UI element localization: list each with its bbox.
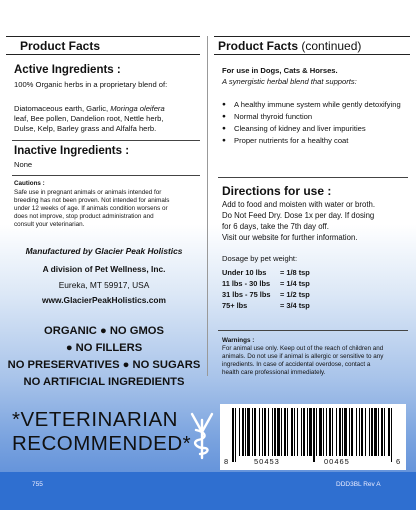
barcode-bar bbox=[287, 408, 288, 456]
barcode-bar bbox=[232, 408, 234, 462]
rule bbox=[12, 175, 200, 176]
barcode-bar bbox=[291, 408, 293, 456]
barcode-bar bbox=[313, 408, 315, 462]
barcode-bar bbox=[391, 408, 392, 462]
barcode-digit: 50453 bbox=[254, 457, 280, 466]
barcode-bar bbox=[245, 408, 246, 456]
barcode-bar bbox=[281, 408, 282, 456]
barcode-bar bbox=[235, 408, 236, 462]
warnings-line: animals. Do not use if animal is allergic or sensitive to any bbox=[222, 353, 384, 360]
barcode-bar bbox=[329, 408, 331, 456]
list-item: ● Proper nutrients for a healthy coat bbox=[222, 136, 407, 146]
barcode-bar bbox=[319, 408, 322, 456]
barcode-bar bbox=[303, 408, 305, 456]
vet-line-1: *VETERINARIAN bbox=[12, 408, 178, 431]
footer-code-left: 755 bbox=[32, 481, 43, 488]
active-line-2: leaf, Bee pollen, Dandelion root, Nettle herb, bbox=[14, 114, 164, 123]
cautions-line: breeding has not been proven. Not intended for animals bbox=[14, 197, 170, 204]
table-row: 75+ lbs = 3/4 tsp bbox=[222, 301, 310, 310]
claim-artificial: NO ARTIFICIAL INGREDIENTS bbox=[23, 376, 185, 388]
barcode-bar bbox=[254, 408, 256, 456]
right-header: Product Facts (continued) bbox=[214, 36, 410, 55]
manufacturer-title: Manufactured by Glacier Peak Holistics bbox=[25, 246, 183, 256]
manufacturer-division: A division of Pet Wellness, Inc. bbox=[42, 264, 166, 274]
directions-line: Visit our website for further information. bbox=[222, 233, 358, 242]
barcode-bar bbox=[339, 408, 341, 456]
barcode-bar bbox=[264, 408, 266, 456]
directions-title: Directions for use : bbox=[222, 184, 332, 198]
cautions-line: under 12 weeks of age. If animals condition worsens or bbox=[14, 205, 168, 212]
barcode-bar bbox=[388, 408, 390, 456]
barcode-bar bbox=[252, 408, 253, 456]
barcode-bar bbox=[268, 408, 269, 456]
directions-line: for 6 days, take the 7th day off. bbox=[222, 222, 329, 231]
barcode-bar bbox=[259, 408, 260, 456]
barcode-bar bbox=[274, 408, 276, 456]
list-item: ● Cleansing of kidney and liver impurities bbox=[222, 124, 407, 134]
barcode-bar bbox=[336, 408, 337, 456]
barcode-bar bbox=[242, 408, 244, 456]
manufacturer-website: www.GlacierPeakHolistics.com bbox=[42, 295, 166, 305]
rule bbox=[218, 330, 408, 331]
claim-organic-gmos: ORGANIC ● NO GMOS bbox=[44, 325, 164, 337]
barcode-bar bbox=[381, 408, 383, 456]
list-item: ● Normal thyroid function bbox=[222, 112, 407, 122]
active-line-3: Dulse, Kelp, Barley grass and Alfalfa herb. bbox=[14, 124, 157, 133]
barcode-bar bbox=[378, 408, 379, 456]
barcode-bar bbox=[344, 408, 347, 456]
barcode-bar bbox=[277, 408, 280, 456]
barcode-bar bbox=[332, 408, 333, 456]
barcode-bar bbox=[297, 408, 298, 456]
warnings-line: ingredients. In case of accidental overdose, contact a bbox=[222, 361, 371, 368]
barcode-bar bbox=[359, 408, 360, 456]
active-intro: 100% Organic herbs in a proprietary blend of: bbox=[14, 80, 168, 89]
left-header: Product Facts bbox=[6, 36, 200, 55]
barcode-bar bbox=[247, 408, 250, 456]
directions-line: Add to food and moisten with water or broth. bbox=[222, 200, 375, 209]
barcode-bar bbox=[239, 408, 240, 456]
dosage-title: Dosage by pet weight: bbox=[222, 254, 298, 263]
table-row: 31 lbs - 75 lbs = 1/2 tsp bbox=[222, 290, 310, 299]
barcode-bar bbox=[356, 408, 357, 456]
barcode-bar bbox=[323, 408, 324, 456]
barcode-bar bbox=[384, 408, 385, 456]
table-row: 11 lbs - 30 lbs = 1/4 tsp bbox=[222, 279, 310, 288]
barcode-bar bbox=[326, 408, 327, 456]
barcode-bar bbox=[272, 408, 273, 456]
barcode-bar bbox=[262, 408, 263, 456]
active-line-1: Diatomaceous earth, Garlic, Moringa oleifera bbox=[14, 104, 165, 113]
barcode-bar bbox=[342, 408, 343, 456]
vet-line-2: RECOMMENDED* bbox=[12, 432, 192, 455]
barcode-bar bbox=[294, 408, 295, 456]
benefits-list bbox=[222, 100, 407, 148]
barcode-bar bbox=[374, 408, 377, 456]
dosage-table bbox=[222, 267, 310, 311]
claim-fillers: ● NO FILLERS bbox=[65, 342, 143, 354]
barcode-bar bbox=[351, 408, 353, 456]
barcode-bar bbox=[365, 408, 366, 456]
inactive-ingredients-title: Inactive Ingredients : bbox=[14, 145, 130, 157]
blend-intro: A synergistic herbal blend that supports: bbox=[222, 77, 357, 86]
manufacturer-city: Eureka, MT 59917, USA bbox=[58, 280, 150, 290]
claim-preservatives-sugars: NO PRESERVATIVES ● NO SUGARS bbox=[7, 359, 201, 371]
barcode bbox=[220, 404, 406, 470]
use-for: For use in Dogs, Cats & Horses. bbox=[222, 66, 338, 75]
cautions-line: consult your veterinarian. bbox=[14, 221, 85, 228]
veterinarian-recommended bbox=[12, 408, 191, 456]
table-row: Under 10 lbs = 1/8 tsp bbox=[222, 268, 310, 277]
list-item: ● A healthy immune system while gently detoxifying bbox=[222, 100, 407, 110]
cautions-line: does not improve, stop product administration and bbox=[14, 213, 154, 220]
barcode-bar bbox=[316, 408, 317, 456]
barcode-bar bbox=[361, 408, 363, 456]
barcode-bar bbox=[369, 408, 370, 456]
warnings-title: Warnings : bbox=[222, 337, 255, 344]
barcode-digit: 6 bbox=[396, 457, 401, 466]
rule bbox=[12, 140, 200, 141]
moringa-text: Moringa oleifera bbox=[110, 104, 165, 113]
active-ingredients-title: Active Ingredients : bbox=[14, 64, 121, 76]
directions-line: Do Not Feed Dry. Dose 1x per day. If dosing bbox=[222, 211, 375, 220]
barcode-bar bbox=[309, 408, 312, 456]
rule bbox=[218, 177, 408, 178]
warnings-line: health care professional immediately. bbox=[222, 369, 326, 376]
warnings-line: For animal use only. Keep out of the reach of children and bbox=[222, 345, 384, 352]
footer-code-right: DDD3BL Rev A bbox=[336, 481, 381, 488]
barcode-bar bbox=[301, 408, 302, 456]
inactive-value: None bbox=[14, 160, 33, 169]
barcode-bars bbox=[220, 404, 406, 470]
barcode-digit: 00465 bbox=[324, 457, 350, 466]
barcode-bar bbox=[284, 408, 286, 456]
footer-bar bbox=[0, 472, 416, 510]
barcode-bar bbox=[307, 408, 308, 456]
barcode-bar bbox=[349, 408, 350, 456]
barcode-bar bbox=[371, 408, 373, 456]
veterinary-caduceus-icon bbox=[188, 410, 216, 462]
cautions-line: Safe use in pregnant animals or animals intended for bbox=[14, 189, 162, 196]
cautions-title: Cautions : bbox=[14, 180, 45, 187]
barcode-digit: 8 bbox=[224, 457, 229, 466]
